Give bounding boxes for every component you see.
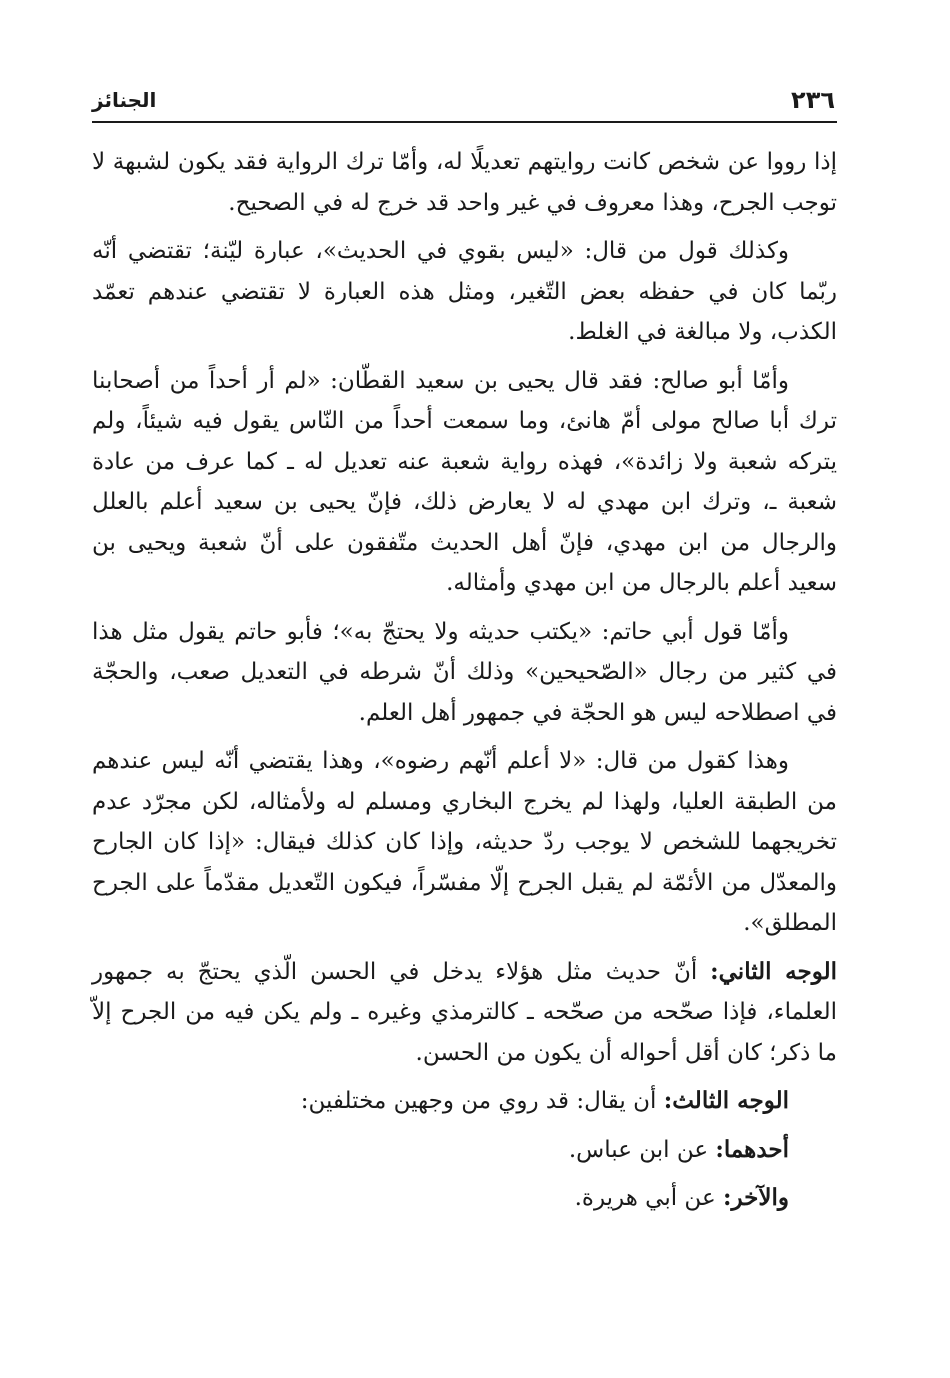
header-rule bbox=[92, 121, 837, 123]
paragraph bbox=[92, 612, 837, 734]
paragraph-text: إذا رووا عن شخص كانت روايتهم تعديلًا له، وأمّا ترك الرواية فقد يكون لشبهة لا توجب الجرح، وهذا معروف في غير واحد قد خرج له في الصحيح. bbox=[92, 149, 837, 216]
paragraph-continuation bbox=[92, 142, 837, 223]
paragraph-second-aspect bbox=[92, 952, 837, 1074]
item-lead: أحدهما: bbox=[715, 1135, 789, 1163]
paragraph bbox=[92, 231, 837, 353]
paragraph-text: وأمّا قول أبي حاتم: «يكتب حديثه ولا يحتجّ به»؛ فأبو حاتم يقول مثل هذا في كثير من رجال «الصّحيحين» وذلك أنّ شرطه في التعديل صعب، والحجّة في اصطلاحه ليس هو الحجّة في جمهور أهل العلم. bbox=[92, 618, 837, 726]
paragraph-text: وأمّا أبو صالح: فقد قال يحيى بن سعيد القطّان: «لم أر أحداً من أصحابنا ترك أبا صالح مولى أمّ هانئ، وما سمعت أحداً من النّاس يقول فيه شيئاً، ولم يتركه شعبة ولا زائدة»، فهذه رواية شعبة عنه تعديل له ـ كما عرف من عادة شعبة ـ، وترك ابن مهدي له لا يعارض ذلك، فإنّ يحيى بن سعيد أعلم بالعلل والرجال من ابن مهدي، فإنّ أهل الحديث متّفقون على أنّ شعبة ويحيى بن سعيد أعلم بالرجال من ابن مهدي وأمثاله. bbox=[92, 367, 837, 596]
paragraph-text: وكذلك قول من قال: «ليس بقوي في الحديث»، عبارة ليّنة؛ تقتضي أنّه ربّما كان في حفظه بعض التّغير، ومثل هذه العبارة لا تقتضي عندهم تعمّد الكذب، ولا مبالغة في الغلط. bbox=[92, 238, 837, 345]
paragraph bbox=[92, 361, 837, 604]
paragraph-text: أنّ حديث مثل هؤلاء يدخل في الحسن الّذي يحتجّ به جمهور العلماء، فإذا صحّحه من صحّحه ـ كالترمذي وغيره ـ ولم يكن فيه من الجرح إلاّ ما ذكر؛ كان أقل أحواله أن يكون من الحسن. bbox=[92, 958, 837, 1066]
page-body bbox=[92, 142, 837, 1227]
list-item bbox=[92, 1081, 837, 1122]
running-head: الجنائز bbox=[92, 88, 157, 112]
list-item bbox=[92, 1178, 837, 1219]
list-item bbox=[92, 1130, 837, 1171]
list-item-text: عن أبي هريرة. bbox=[574, 1185, 723, 1211]
item-lead: والآخر: bbox=[722, 1184, 789, 1211]
section-lead: الوجه الثالث: bbox=[663, 1087, 789, 1114]
page-number: ٢٣٦ bbox=[791, 86, 835, 114]
page-header bbox=[92, 84, 837, 118]
section-lead: الوجه الثاني: bbox=[710, 957, 837, 985]
paragraph-text: وهذا كقول من قال: «لا أعلم أنّهم رضوه»، وهذا يقتضي أنّه ليس عندهم من الطبقة العليا، ولهذا لم يخرج البخاري ومسلم له ولأمثاله، لكن مجرّد عدم تخريجهما للشخص لا يوجب ردّ حديثه، وإذا كان كذلك فيقال: «إذا كان الجارح والمعدّل من الأئمّة لم يقبل الجرح إلّا مفسّراً، فيكون التّعديل مقدّماً على الجرح المطلق». bbox=[92, 748, 837, 936]
list-item-text: عن ابن عباس. bbox=[568, 1136, 716, 1163]
list-item-text: أن يقال: قد روي من وجهين مختلفين: bbox=[300, 1088, 664, 1114]
paragraph bbox=[92, 741, 837, 944]
